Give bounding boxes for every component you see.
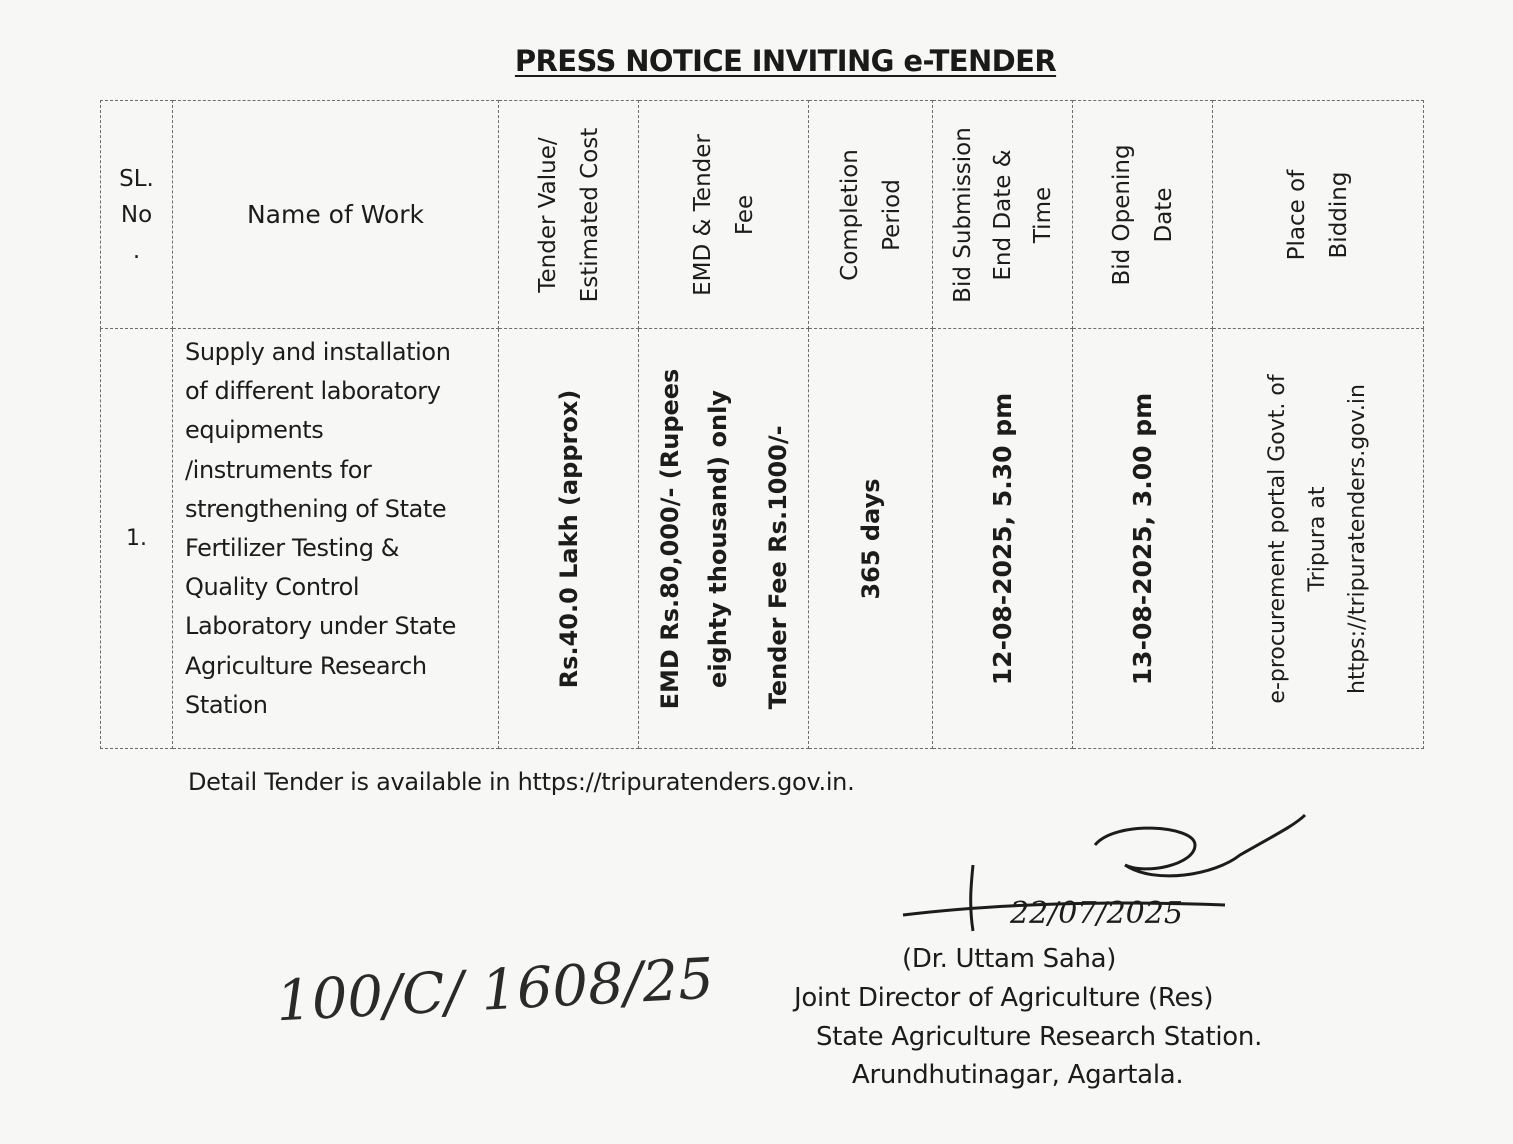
header-place-of-bidding <box>1213 101 1424 329</box>
work-line: Laboratory under State <box>185 612 457 641</box>
header-tender-value <box>499 101 639 329</box>
cell-bid-opening <box>1073 329 1213 749</box>
signatory-location: Arundhutinagar, Agartala. <box>852 1060 1184 1090</box>
table-header-row <box>101 101 1424 329</box>
header-place-text <box>1276 169 1360 260</box>
cell-bid-submission <box>933 329 1073 749</box>
signature-date: 22/07/2025 <box>1010 896 1183 931</box>
work-line: /instruments for <box>185 455 372 484</box>
place-line-1: e-procurement portal Govt. of <box>1265 373 1290 704</box>
header-sl-line-2: No <box>120 201 153 228</box>
header-tender-value-line-1: Tender Value/ <box>534 136 561 293</box>
header-bid-submission-text <box>943 127 1063 303</box>
header-bid-opening-text <box>1101 144 1185 285</box>
bid-submission-text: 12-08-2025, 5.30 pm <box>987 392 1017 685</box>
header-sl-no <box>101 101 173 329</box>
bid-opening-text: 13-08-2025, 3.00 pm <box>1127 392 1157 685</box>
signatory-name: (Dr. Uttam Saha) <box>902 944 1117 974</box>
tender-table <box>100 100 1424 749</box>
header-completion-period <box>809 101 933 329</box>
signature <box>895 805 1325 945</box>
header-emd-fee-line-2: Fee <box>731 194 758 235</box>
emd-line-1: EMD Rs.80,000/- (Rupees <box>655 368 684 709</box>
completion-text: 365 days <box>856 477 885 600</box>
header-place-line-1: Place of <box>1284 169 1310 260</box>
signatory-designation: Joint Director of Agriculture (Res) <box>794 983 1214 1013</box>
header-bid-opening-line-2: Date <box>1150 187 1177 242</box>
emd-fee-text <box>646 368 802 709</box>
header-emd-fee-text <box>682 134 766 296</box>
header-tender-value-line-2: Estimated Cost <box>576 127 603 302</box>
header-bid-opening-line-1: Bid Opening <box>1108 143 1135 286</box>
work-line: Quality Control <box>185 573 360 602</box>
header-bid-opening <box>1073 101 1213 329</box>
place-link: https://tripuratenders.gov.in <box>1345 383 1370 694</box>
handwritten-reference: 100/C/ 1608/25 <box>274 946 716 1035</box>
work-line: equipments <box>185 416 324 445</box>
header-completion-text <box>829 149 913 281</box>
work-line: Supply and installation <box>185 338 451 366</box>
cell-tender-value <box>499 329 639 749</box>
header-emd-fee-line-1: EMD & Tender <box>689 133 716 296</box>
place-text <box>1258 374 1378 703</box>
header-bid-submission <box>933 101 1073 329</box>
header-emd-fee <box>639 101 809 329</box>
page-title: PRESS NOTICE INVITING e-TENDER <box>514 44 1057 78</box>
work-line: Agriculture Research <box>185 651 427 680</box>
signatory-office: State Agriculture Research Station. <box>816 1022 1263 1052</box>
emd-line-2: eighty thousand) only <box>703 389 732 688</box>
cell-name-of-work <box>173 329 499 749</box>
place-line-2: Tripura at <box>1305 486 1330 591</box>
header-bid-submission-line-2: End Date & <box>989 148 1016 281</box>
header-completion-line-2: Period <box>878 178 905 251</box>
tender-fee-line: Tender Fee Rs.1000/- <box>763 424 792 709</box>
cell-place-of-bidding <box>1213 329 1424 749</box>
tender-value-text: Rs.40.0 Lakh (approx) <box>554 389 583 688</box>
header-tender-value-text <box>527 127 611 302</box>
cell-sl-no: 1. <box>101 329 173 749</box>
work-line: strengthening of State <box>185 494 447 523</box>
header-sl-line-1: SL. <box>119 165 154 192</box>
header-name-of-work: Name of Work <box>173 101 499 329</box>
header-place-line-2: Bidding <box>1326 171 1352 258</box>
work-line: Fertilizer Testing & <box>185 534 400 563</box>
header-bid-submission-line-3: Time <box>1029 186 1056 243</box>
header-bid-submission-line-1: Bid Submission <box>949 126 976 303</box>
header-sl-line-3: . <box>132 237 141 264</box>
header-completion-line-1: Completion <box>836 148 863 281</box>
table-row <box>101 329 1424 749</box>
work-line: Station <box>185 690 268 719</box>
cell-completion-period <box>809 329 933 749</box>
work-line: of different laboratory <box>185 377 441 406</box>
detail-tender-note: Detail Tender is available in https://tripuratenders.gov.in. <box>188 768 855 796</box>
cell-emd-fee <box>639 329 809 749</box>
